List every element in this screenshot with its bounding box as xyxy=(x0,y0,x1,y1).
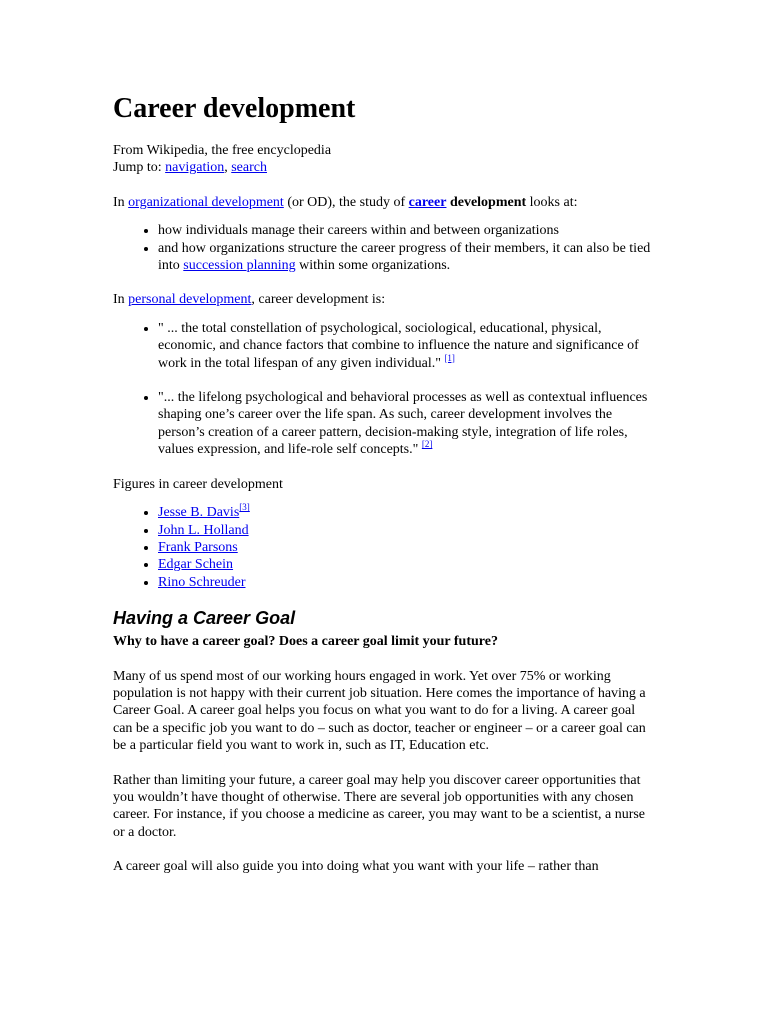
list-item xyxy=(158,389,658,459)
section-question: Why to have a career goal? Does a career goal limit your future? xyxy=(113,634,498,650)
figures-list xyxy=(113,504,658,591)
list-item xyxy=(158,504,658,521)
jump-links xyxy=(113,159,658,176)
list-item xyxy=(158,320,658,372)
reference-link[interactable]: [3] xyxy=(239,502,250,513)
body-paragraph: A career goal will also guide you into doing what you want with your life – rather than xyxy=(113,859,599,875)
organizational-development-link[interactable]: organizational development xyxy=(128,194,284,210)
subtitle: From Wikipedia, the free encyclopedia xyxy=(113,143,332,158)
figure-link-jesse-b-davis[interactable]: Jesse B. Davis xyxy=(158,505,240,521)
article xyxy=(113,92,658,876)
intro-text: In xyxy=(113,194,129,210)
navigation-link[interactable]: navigation xyxy=(165,160,225,176)
body-paragraph: Many of us spend most of our working hours engaged in work. Yet over 75% or working population is not happy with their current job situation. Here comes the importance of having a Career Goal. A career goal helps you focus on what you want to do for a living. A career goal can be a specific job you want to do – such as doctor, teacher or engineer – or a career goal can be a particular field you want to work in, such as IT, Education etc. xyxy=(113,668,646,754)
personal-text: , career development is: xyxy=(251,292,386,308)
reference-link[interactable]: [1] xyxy=(444,352,455,363)
body-paragraph: Rather than limiting your future, a career goal may help you discover career opportunities that you wouldn’t have thought of otherwise. There are several job opportunities with any chosen career. For instance, if you choose a medicine as career, you may want to be a scientist, a nurse or a doctor. xyxy=(113,772,646,840)
figure-link-edgar-schein[interactable]: Edgar Schein xyxy=(158,557,234,573)
od-list xyxy=(113,222,658,274)
figure-link-frank-parsons[interactable]: Frank Parsons xyxy=(158,539,238,555)
intro-text: (or OD), the study of xyxy=(283,194,409,210)
list-item: • how individuals manage their careers within and between organizations xyxy=(158,222,658,239)
list-item xyxy=(158,522,658,539)
list-item-text: within some organizations. xyxy=(295,258,451,274)
page-title: Career development xyxy=(113,93,356,124)
figure-link-rino-schreuder[interactable]: Rino Schreuder xyxy=(158,574,246,590)
definitions-list xyxy=(113,320,658,459)
succession-planning-link[interactable]: succession planning xyxy=(183,258,296,274)
reference-link[interactable]: [2] xyxy=(421,439,433,450)
figure-link-john-l-holland[interactable]: John L. Holland xyxy=(158,522,249,538)
section-heading: Having a Career Goal xyxy=(113,608,296,629)
list-item-text: and how organizations structure the career progress of their members, it can also be tied into xyxy=(158,240,651,274)
personal-text: In xyxy=(113,292,129,308)
personal-development-link[interactable]: personal development xyxy=(128,292,252,308)
development-bold: development xyxy=(449,194,527,210)
jump-prefix: Jump to: xyxy=(113,160,166,176)
intro-paragraph xyxy=(113,194,658,211)
quote-text: " ... the total constellation of psychological, sociological, educational, physical, economic, and chance factors that combine to influence the nature and significance of work in the total lifespan of any given individual." xyxy=(158,320,639,371)
personal-paragraph xyxy=(113,291,658,308)
list-item xyxy=(158,556,658,573)
intro-text: looks at: xyxy=(526,194,578,210)
search-link[interactable]: search xyxy=(231,160,267,176)
figures-heading: Figures in career development xyxy=(113,476,283,492)
list-item xyxy=(158,539,658,556)
career-link[interactable]: career xyxy=(408,194,447,210)
quote-text: "... the lifelong psychological and behavioral processes as well as contextual influences shaping one’s career over the life span. As such, career development involves the person’s creation of a career pattern, decision-making style, integration of life roles, values expression, and life-role self concepts." xyxy=(158,390,648,458)
jump-separator: , xyxy=(224,160,232,176)
list-item xyxy=(158,574,658,591)
list-item xyxy=(158,240,658,275)
